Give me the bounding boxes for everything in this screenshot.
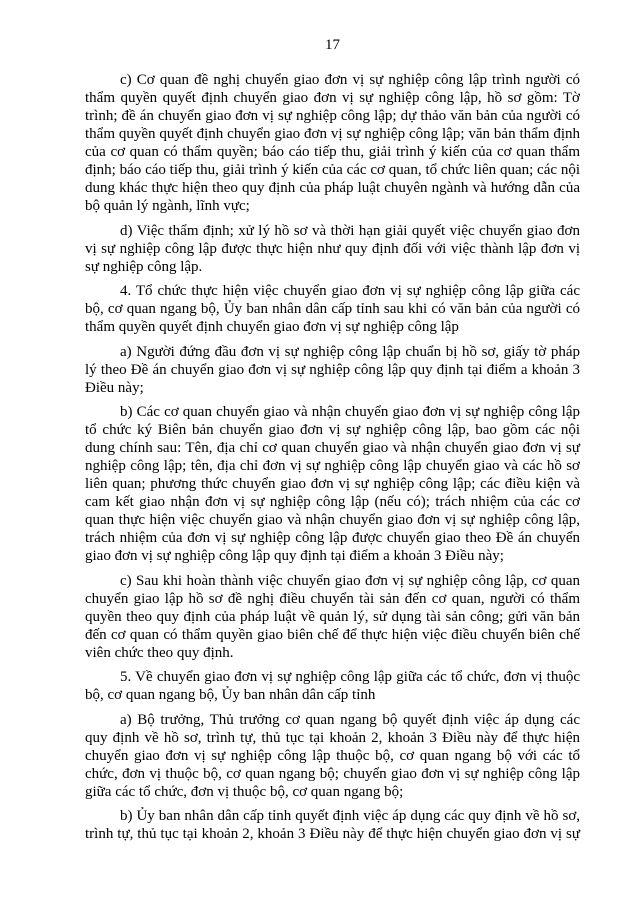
point-c-submission-dossier: c) Cơ quan đề nghị chuyển giao đơn vị sự nghiệp công lập trình người có thẩm quyền quyết định chuyển giao đơn vị sự nghiệp công lập, hồ sơ gồm: Tờ trình; đề án chuyển giao đơn vị sự nghiệp công lập; dự thảo văn bản của người có thẩm quyền quyết định chuyển giao đơn vị sự nghiệp công lập; văn bản thẩm định của cơ quan có thẩm quyền; báo cáo tiếp thu, giải trình ý kiến của cơ quan thẩm định; báo cáo tiếp thu, giải trình ý kiến của các cơ quan, tổ chức liên quan; các nội dung khác thực hiện theo quy định của pháp luật chuyên ngành và hướng dẫn của bộ quản lý ngành, lĩnh vực; bbox=[85, 72, 580, 214]
point-a-prepare-documents: a) Người đứng đầu đơn vị sự nghiệp công lập chuẩn bị hồ sơ, giấy tờ pháp lý theo Đề án chuyển giao đơn vị sự nghiệp công lập quy định tại điểm a khoản 3 Điều này; bbox=[85, 343, 580, 396]
document-body bbox=[85, 71, 580, 850]
point-b-provincial-transfer: b) Ủy ban nhân dân cấp tỉnh quyết định việc áp dụng các quy định về hồ sơ, trình tự, thủ tục tại khoản 2, khoản 3 Điều này để thực hiện chuyển giao đơn vị sự bbox=[85, 808, 580, 842]
page-number: 17 bbox=[325, 37, 340, 53]
point-a-ministry-transfer: a) Bộ trưởng, Thủ trưởng cơ quan ngang bộ quyết định việc áp dụng các quy định về hồ sơ, trình tự, thủ tục tại khoản 2, khoản 3 Điều này để thực hiện chuyển giao đơn vị sự nghiệp công lập thuộc bộ, cơ quan ngang bộ với các tổ chức, đơn vị thuộc bộ, cơ quan ngang bộ; chuyển giao đơn vị sự nghiệp công lập giữa các tổ chức, đơn vị thuộc bộ, cơ quan ngang bộ; bbox=[85, 711, 580, 800]
point-d-appraisal-processing: d) Việc thẩm định; xử lý hồ sơ và thời hạn giải quyết việc chuyển giao đơn vị sự nghiệp công lập được thực hiện như quy định đối với việc thành lập đơn vị sự nghiệp công lập. bbox=[85, 222, 580, 275]
point-c-asset-and-staff-transfer: c) Sau khi hoàn thành việc chuyển giao đơn vị sự nghiệp công lập, cơ quan chuyển giao lập hồ sơ đề nghị điều chuyển tài sản đến cơ quan, người có thẩm quyền theo quy định của pháp luật về quản lý, sử dụng tài sản công; gửi văn bản đến cơ quan có thẩm quyền giao biên chế để thực hiện việc điều chuyển biên chế viên chức theo quy định. bbox=[85, 572, 580, 661]
clause-4-implementation: 4. Tổ chức thực hiện việc chuyển giao đơn vị sự nghiệp công lập giữa các bộ, cơ quan ngang bộ, Ủy ban nhân dân cấp tỉnh sau khi có văn bản của người có thẩm quyền quyết định chuyển giao đơn vị sự nghiệp công lập bbox=[85, 283, 580, 335]
point-b-handover-minutes: b) Các cơ quan chuyển giao và nhận chuyển giao đơn vị sự nghiệp công lập tổ chức ký Biên bản chuyển giao đơn vị sự nghiệp công lập, bao gồm các nội dung chính sau: Tên, địa chỉ cơ quan chuyển giao và nhận chuyển giao đơn vị sự nghiệp công lập; tên, địa chỉ đơn vị sự nghiệp công lập chuyển giao và các hồ sơ liên quan; phương thức chuyển giao đơn vị sự nghiệp công lập; các điều kiện và cam kết giao nhận đơn vị sự nghiệp công lập (nếu có); trách nhiệm của các cơ quan thực hiện việc chuyển giao và nhận chuyển giao đơn vị sự nghiệp công lập, trách nhiệm của đơn vị sự nghiệp công lập được chuyển giao theo Đề án chuyển giao đơn vị sự nghiệp công lập quy định tại điểm a khoản 3 Điều này; bbox=[85, 404, 580, 564]
clause-5-internal-transfer: 5. Về chuyển giao đơn vị sự nghiệp công lập giữa các tổ chức, đơn vị thuộc bộ, cơ quan ngang bộ, Ủy ban nhân dân cấp tỉnh bbox=[85, 669, 580, 703]
